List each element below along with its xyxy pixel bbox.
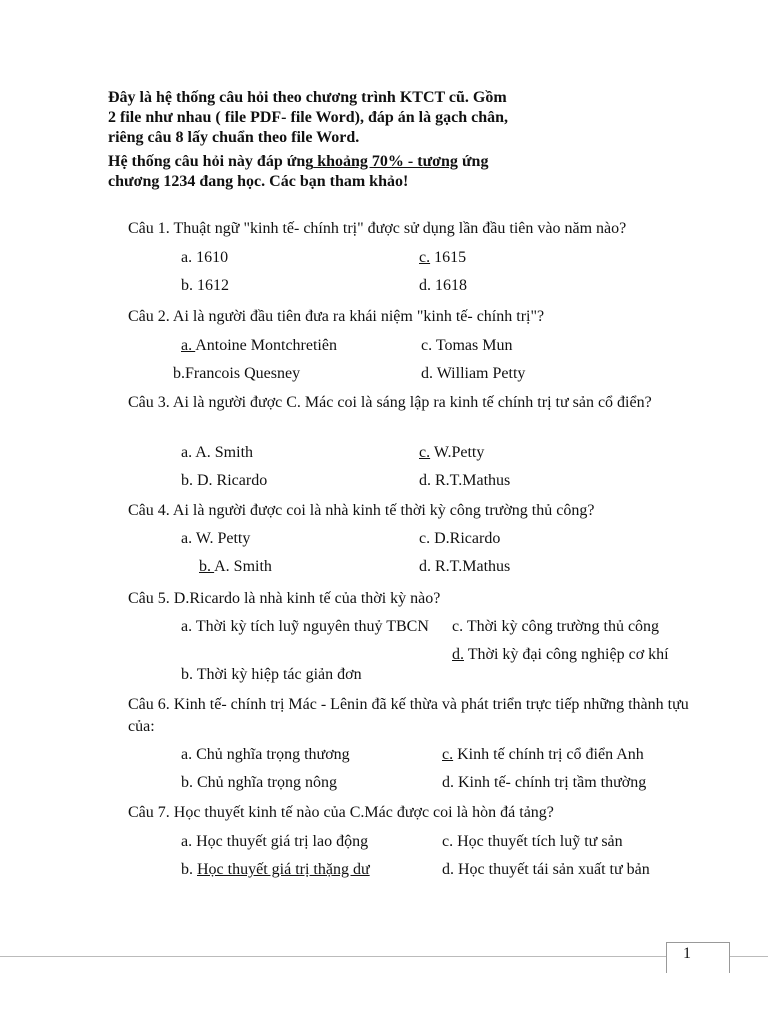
q7-option-b: b. Học thuyết giá trị thặng dư: [181, 861, 370, 878]
q2-option-a: a. Antoine Montchretiên: [181, 337, 337, 354]
q3-option-d: d. R.T.Mathus: [419, 472, 511, 489]
answer-mark: a.: [181, 337, 196, 354]
intro-p2-underlined: khoảng 70% - tương: [313, 153, 458, 170]
answer-mark: Học thuyết giá trị thặng dư: [197, 861, 370, 878]
q2-option-c: c. Tomas Mun: [421, 337, 513, 354]
q6-option-b: b. Chủ nghĩa trọng nông: [181, 774, 337, 791]
answer-mark: d.: [452, 646, 464, 663]
q3-option-a: a. A. Smith: [181, 444, 254, 461]
q5-option-d: d. Thời kỳ đại công nghiệp cơ khí: [452, 646, 669, 663]
answer-mark: c.: [419, 444, 431, 461]
question-4: Câu 4. Ai là người được coi là nhà kinh tế thời kỳ công trường thủ công?: [128, 502, 595, 519]
footer-divider: [0, 956, 768, 957]
q4-option-b: b. A. Smith: [199, 558, 272, 575]
q2-option-b: b.Francois Quesney: [173, 365, 301, 382]
question-1: Câu 1. Thuật ngữ "kinh tế- chính trị" được sử dụng lần đầu tiên vào năm nào?: [128, 220, 627, 237]
q5-option-b: b. Thời kỳ hiệp tác giản đơn: [181, 666, 362, 683]
q7-option-c: c. Học thuyết tích luỹ tư sản: [442, 833, 623, 850]
q5-option-c: c. Thời kỳ công trường thủ công: [452, 618, 660, 635]
question-7: Câu 7. Học thuyết kinh tế nào của C.Mác được coi là hòn đá tảng?: [128, 804, 554, 821]
intro-paragraph-1: Đây là hệ thống câu hỏi theo chương trình KTCT cũ. Gồm 2 file như nhau ( file PDF- file Word), đáp án là gạch chân, riêng câu 8 lấy chuẩn theo file Word.: [108, 89, 509, 146]
q2-option-d: d. William Petty: [421, 365, 526, 382]
q3-option-b: b. D. Ricardo: [181, 472, 268, 489]
page-number-box: [666, 942, 730, 973]
question-5: Câu 5. D.Ricardo là nhà kinh tế của thời kỳ nào?: [128, 590, 441, 607]
answer-mark: c.: [442, 746, 454, 763]
q4-option-c: c. D.Ricardo: [419, 530, 501, 547]
q5-option-a: a. Thời kỳ tích luỹ nguyên thuỷ TBCN: [181, 618, 429, 635]
q7-option-a: a. Học thuyết giá trị lao động: [181, 833, 369, 850]
q7-option-d: d. Học thuyết tái sản xuất tư bản: [442, 861, 650, 878]
q1-option-c: c. 1615: [419, 249, 467, 266]
question-6: Câu 6. Kinh tế- chính trị Mác - Lênin đã kế thừa và phát triển trực tiếp những thành tựu của:: [128, 696, 689, 735]
q1-option-b: b. 1612: [181, 277, 229, 294]
intro-paragraph-2: [108, 152, 508, 192]
q6-option-c: c. Kinh tế chính trị cổ điển Anh: [442, 746, 644, 763]
intro-p2-text: Hệ thống câu hỏi này đáp ứng: [108, 153, 314, 170]
question-3: Câu 3. Ai là người được C. Mác coi là sáng lập ra kinh tế chính trị tư sản cổ điển?: [128, 394, 652, 411]
q3-option-c: c. W.Petty: [419, 444, 485, 461]
q6-option-a: a. Chủ nghĩa trọng thương: [181, 746, 350, 763]
q4-option-a: a. W. Petty: [181, 530, 251, 547]
question-2: Câu 2. Ai là người đầu tiên đưa ra khái niệm "kinh tế- chính trị"?: [128, 308, 545, 325]
q1-option-d: d. 1618: [419, 277, 467, 294]
page-number: 1: [683, 945, 691, 962]
q4-option-d: d. R.T.Mathus: [419, 558, 511, 575]
intro-note: [108, 88, 508, 192]
q6-option-d: d. Kinh tế- chính trị tầm thường: [442, 774, 647, 791]
answer-mark: b.: [199, 558, 215, 575]
q1-option-a: a. 1610: [181, 249, 229, 266]
intro-p2-rest: ứng chương 1234 đang học. Các bạn tham khảo!: [108, 153, 489, 190]
answer-mark: c.: [419, 249, 431, 266]
